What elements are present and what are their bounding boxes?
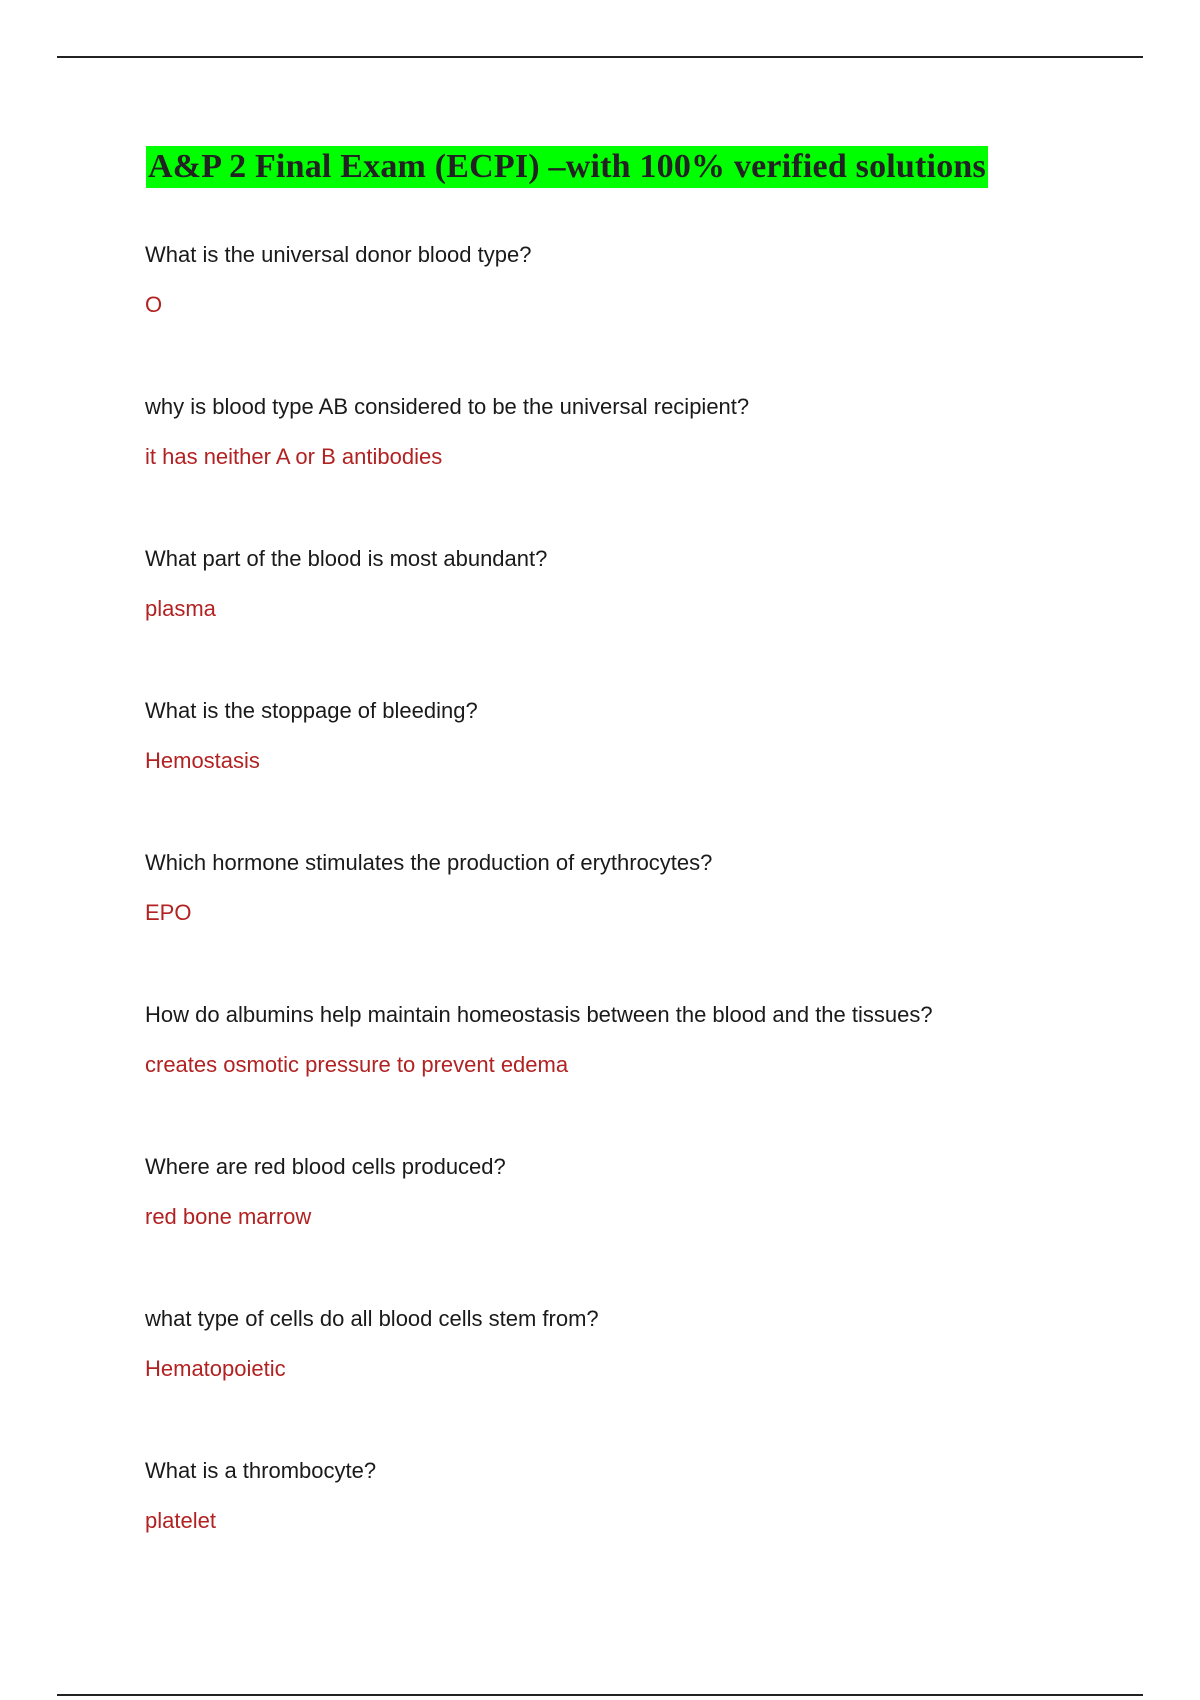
qa-item bbox=[145, 1304, 1145, 1456]
answer-text: it has neither A or B antibodies bbox=[145, 444, 443, 469]
qa-list bbox=[145, 240, 1145, 1608]
question-text: How do albumins help maintain homeostasis between the blood and the tissues? bbox=[145, 1002, 933, 1027]
answer-text: O bbox=[145, 292, 163, 317]
qa-item bbox=[145, 1152, 1145, 1304]
qa-item bbox=[145, 848, 1145, 1000]
answer-text: creates osmotic pressure to prevent edema bbox=[145, 1052, 569, 1077]
question-text: What is the universal donor blood type? bbox=[145, 242, 532, 267]
qa-item bbox=[145, 240, 1145, 392]
answer-text: red bone marrow bbox=[145, 1204, 312, 1229]
bottom-rule bbox=[57, 1694, 1143, 1696]
question-text: What is the stoppage of bleeding? bbox=[145, 698, 478, 723]
question-text: Where are red blood cells produced? bbox=[145, 1154, 506, 1179]
question-text: Which hormone stimulates the production of erythrocytes? bbox=[145, 850, 713, 875]
top-rule bbox=[57, 56, 1143, 58]
answer-text: platelet bbox=[145, 1508, 216, 1533]
question-text: What part of the blood is most abundant? bbox=[145, 546, 548, 571]
answer-text: Hemostasis bbox=[145, 748, 260, 773]
qa-item bbox=[145, 1000, 1145, 1152]
qa-item bbox=[145, 392, 1145, 544]
qa-item bbox=[145, 544, 1145, 696]
answer-text: plasma bbox=[145, 596, 216, 621]
title-highlight bbox=[146, 146, 988, 188]
qa-item bbox=[145, 696, 1145, 848]
answer-text: EPO bbox=[145, 900, 192, 925]
answer-text: Hematopoietic bbox=[145, 1356, 286, 1381]
question-text: what type of cells do all blood cells stem from? bbox=[145, 1306, 599, 1331]
qa-item bbox=[145, 1456, 1145, 1608]
question-text: why is blood type AB considered to be the universal recipient? bbox=[145, 394, 750, 419]
question-text: What is a thrombocyte? bbox=[145, 1458, 377, 1483]
page-title: A&P 2 Final Exam (ECPI) –with 100% verified solutions bbox=[148, 148, 986, 185]
